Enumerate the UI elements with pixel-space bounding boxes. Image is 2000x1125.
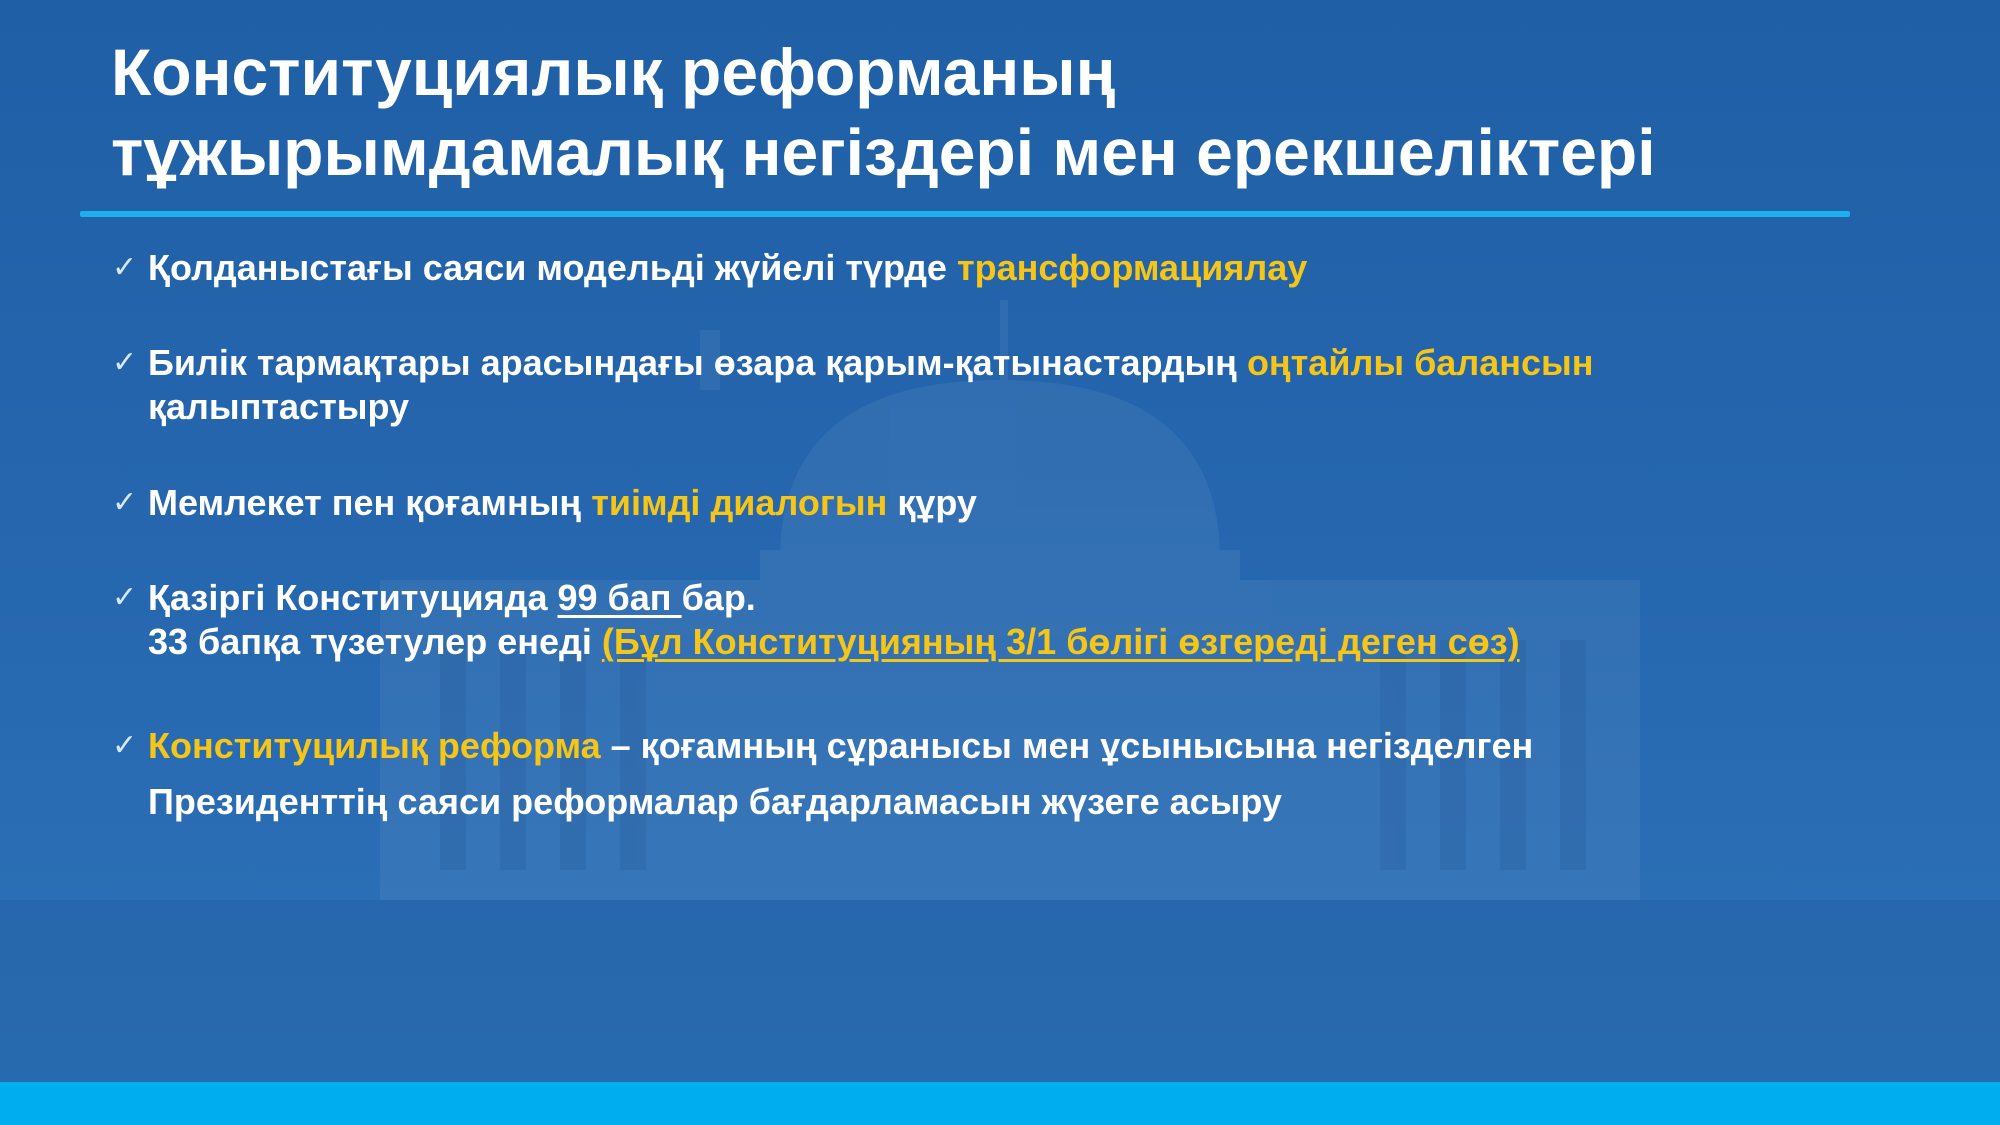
checkmark-icon: ✓ xyxy=(112,580,138,615)
bullet-3-text: Мемлекет пен қоғамның xyxy=(148,482,592,523)
checkmark-icon: ✓ xyxy=(112,728,138,763)
footer-bar xyxy=(0,1082,2000,1125)
bullet-2-text: Билік тармақтары арасындағы өзара қарым-қатынастардың xyxy=(148,342,1247,383)
bullet-5-highlight: Конституцилық реформа xyxy=(148,725,601,766)
bullet-4-text: Қазіргі Конституцияда xyxy=(148,577,558,618)
bullet-4-line-2-text: 33 бапқа түзетулер енеді xyxy=(148,621,602,662)
checkmark-icon: ✓ xyxy=(112,485,138,520)
bullet-5-continuation: Президенттің саяси реформалар бағдарламасын жүзеге асыру xyxy=(148,781,1282,822)
bullet-1-text: Қолданыстағы саяси модельді жүйелі түрде xyxy=(148,247,957,288)
bullet-item-5 xyxy=(112,718,1912,830)
bullet-5-text: – қоғамның сұранысы мен ұсынысына негізделген xyxy=(600,725,1534,766)
bullet-2-continuation: қалыптастыру xyxy=(148,386,409,427)
bullet-1-highlight: трансформациялау xyxy=(956,247,1308,288)
checkmark-icon: ✓ xyxy=(112,250,138,285)
checkmark-icon: ✓ xyxy=(112,345,138,380)
bullet-item-1 xyxy=(112,246,1912,290)
slide-title-line-2: тұжырымдамалық негіздері мен ерекшеліктері xyxy=(111,115,1656,189)
slide-title xyxy=(111,32,1961,192)
bullet-item-2 xyxy=(112,341,1912,429)
bullet-4-highlight: (Бұл Конституцияның 3/1 бөлігі өзгереді деген сөз) xyxy=(601,621,1520,662)
bullet-4-text-end: бар. xyxy=(681,577,756,618)
title-divider xyxy=(80,211,1850,217)
bullet-3-text-end: құру xyxy=(887,482,977,523)
bullet-3-highlight: тиімді диалогын xyxy=(591,482,888,523)
slide-title-line-1: Конституциялық реформаның xyxy=(111,35,1116,109)
bullet-item-3 xyxy=(112,481,1912,525)
bullet-item-4 xyxy=(112,576,1912,664)
bullet-4-underlined: 99 бап xyxy=(557,577,682,618)
bullet-2-highlight: оңтайлы балансын xyxy=(1246,342,1594,383)
